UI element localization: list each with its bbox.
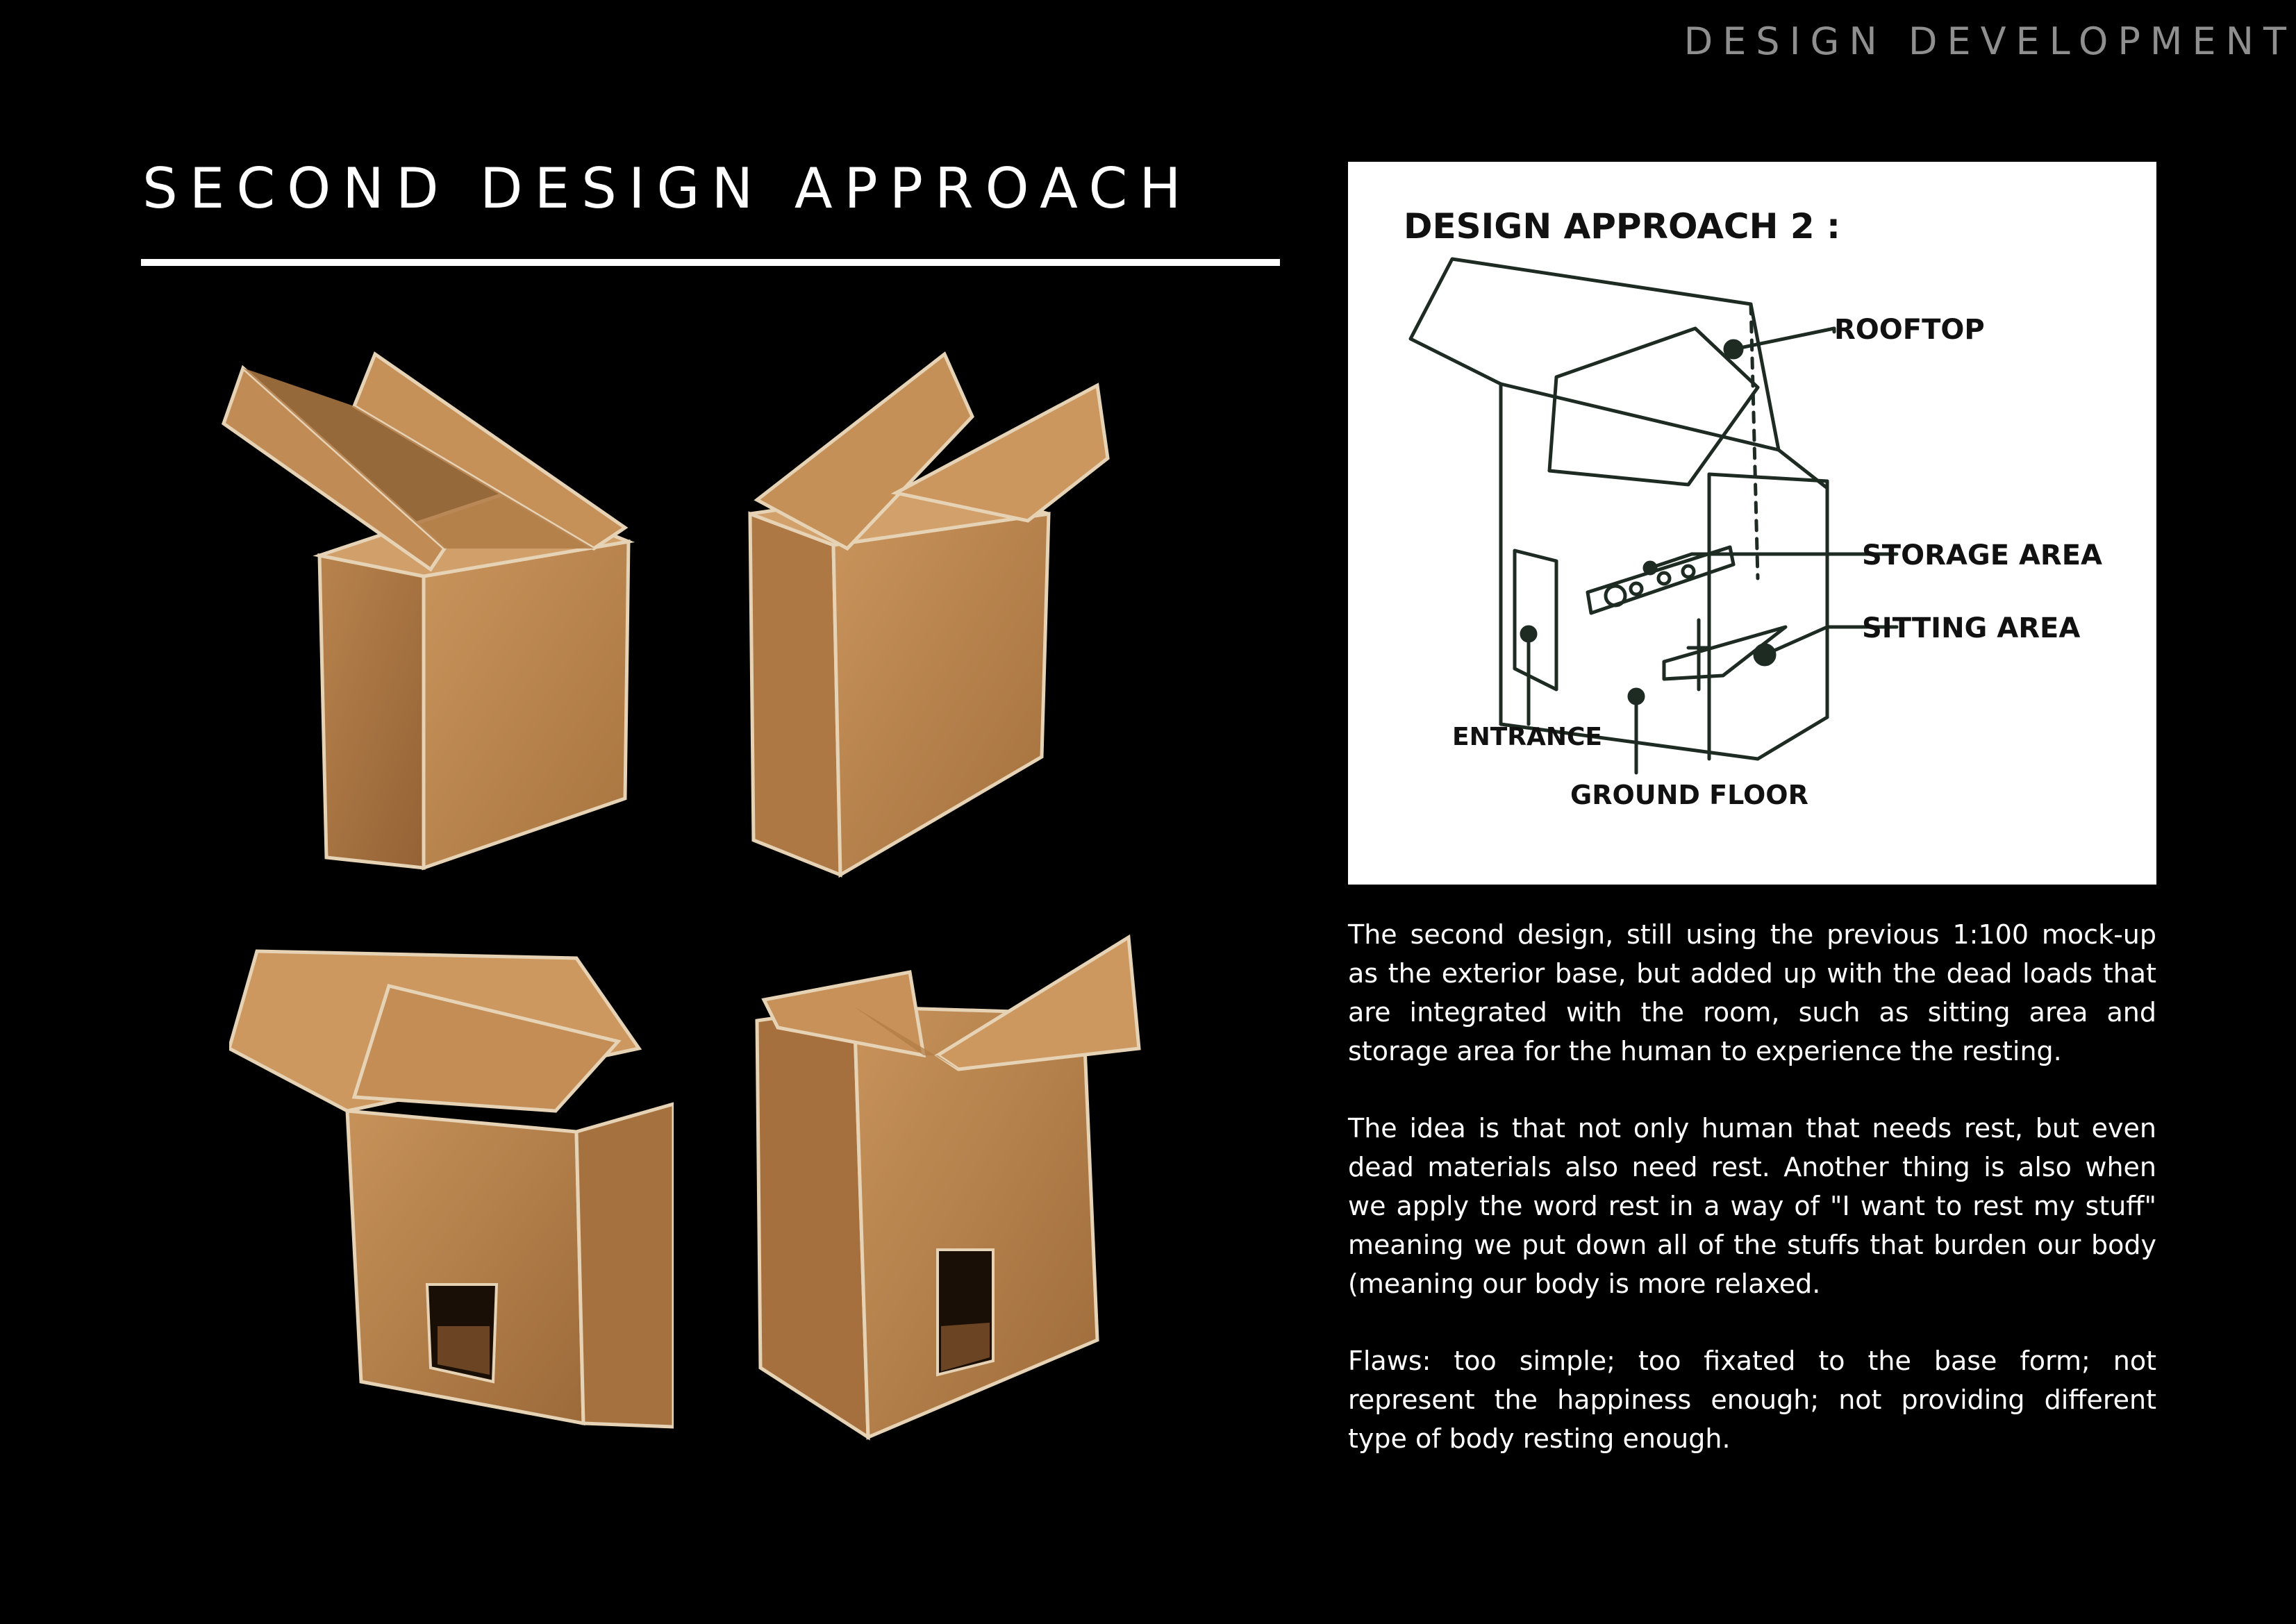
page-title: SECOND DESIGN APPROACH [142,156,1193,221]
sketch-diagram [1348,162,2156,885]
description-paragraph-3: Flaws: too simple; too fixated to the base form; not represent the happiness enough; not providing different type of body resting enough. [1348,1346,2156,1454]
model-photo-entrance-front [750,923,1153,1451]
section-label: DESIGN DEVELOPMENT [1683,19,2296,63]
description-paragraph-2: The idea is that not only human that needs rest, but even dead materials also need rest. Another thing is also when we apply the word rest in a way of "I want to rest my stuff" meaning we put down all of the stuffs that burden our body (meaning our body is more relaxed. [1348,1113,2156,1299]
label-entrance: ENTRANCE [1452,723,1602,751]
label-storage-area: STORAGE AREA [1862,539,2102,571]
sketch-drawing [1411,259,1897,773]
label-ground-floor: GROUND FLOOR [1570,780,1808,810]
sketch-heading: DESIGN APPROACH 2 : [1404,206,1841,246]
label-sitting-area: SITTING AREA [1862,612,2081,644]
label-rooftop: ROOFTOP [1834,314,1985,346]
description-text [1348,915,2156,1496]
model-photo-entrance-side [229,937,674,1437]
title-divider [141,259,1280,266]
model-photo-back [736,340,1125,882]
model-photo-front-left [215,340,646,882]
description-paragraph-1: The second design, still using the previous 1:100 mock-up as the exterior base, but added up with the dead loads that are integrated with the room, such as sitting area and storage area for the human to experience the resting. [1348,919,2156,1066]
